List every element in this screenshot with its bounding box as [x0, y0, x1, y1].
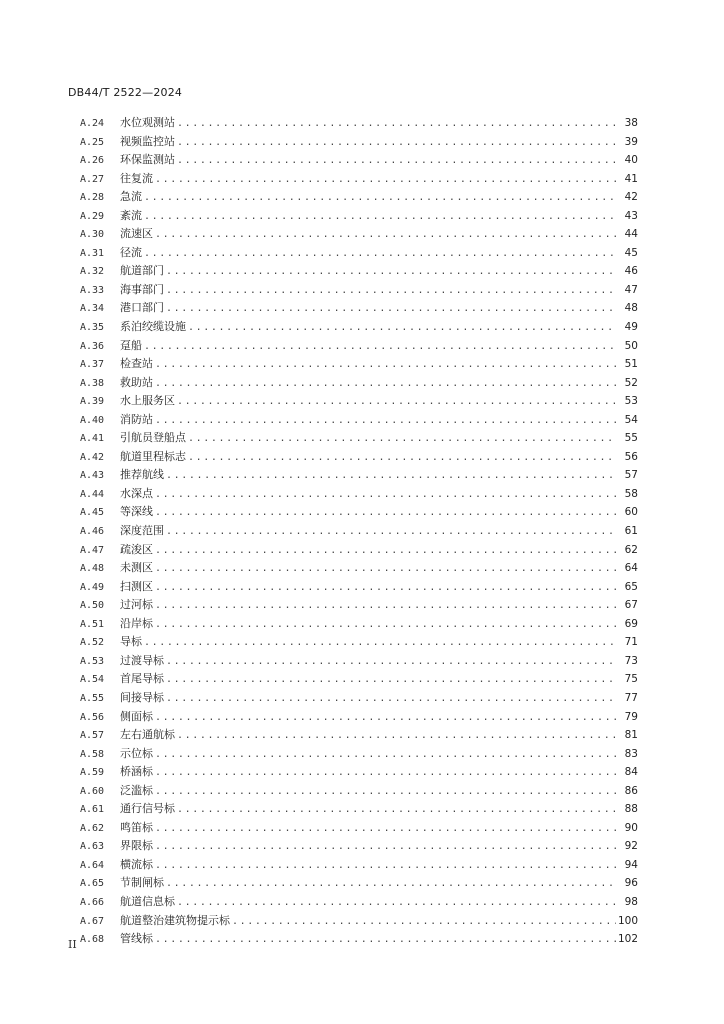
toc-entry[interactable] [80, 893, 638, 912]
toc-dot-leader [177, 134, 616, 153]
toc-entry-title: 横流标 [120, 857, 153, 871]
toc-dot-leader [155, 746, 616, 765]
toc-entry-number: A.40 [80, 414, 105, 426]
toc-entry-number: A.58 [80, 748, 105, 760]
toc-entry-number: A.26 [80, 155, 105, 167]
toc-entry-page: 48 [624, 302, 638, 315]
toc-dot-leader [155, 486, 616, 505]
toc-entry[interactable] [80, 800, 638, 819]
table-of-contents [80, 114, 638, 949]
toc-entry-number: A.42 [80, 451, 105, 463]
toc-entry-number: A.35 [80, 322, 105, 334]
toc-entry-number: A.55 [80, 692, 105, 704]
toc-entry[interactable] [80, 133, 638, 152]
toc-entry-number: A.25 [80, 136, 105, 148]
toc-entry[interactable] [80, 726, 638, 745]
toc-entry[interactable] [80, 281, 638, 300]
toc-entry-number: A.60 [80, 785, 105, 797]
toc-entry-title: 紊流 [120, 208, 142, 222]
toc-entry-page: 102 [617, 933, 638, 946]
toc-entry-title: 视频监控站 [120, 134, 175, 148]
toc-entry-page: 47 [624, 283, 638, 296]
toc-entry[interactable] [80, 559, 638, 578]
toc-entry-number: A.68 [80, 934, 105, 946]
toc-entry-title: 水位观测站 [120, 116, 175, 129]
toc-dot-leader [166, 282, 616, 301]
toc-entry-page: 81 [624, 729, 638, 742]
toc-dot-leader [155, 783, 616, 802]
toc-entry-number: A.53 [80, 655, 105, 667]
toc-entry-page: 100 [617, 914, 638, 927]
toc-entry-page: 53 [624, 395, 638, 408]
toc-entry-page: 39 [624, 135, 638, 148]
toc-entry-number: A.45 [80, 507, 105, 519]
toc-entry-page: 45 [624, 246, 638, 259]
toc-entry-title: 间接导标 [120, 690, 164, 704]
toc-dot-leader [177, 115, 616, 134]
toc-dot-leader [166, 300, 616, 319]
toc-entry-page: 51 [624, 358, 638, 371]
toc-entry-page: 73 [624, 654, 638, 667]
toc-entry-title: 港口部门 [120, 301, 164, 315]
toc-entry-page: 50 [624, 339, 638, 352]
toc-entry-title: 水上服务区 [120, 394, 175, 408]
toc-entry-number: A.28 [80, 192, 105, 204]
toc-entry-number: A.46 [80, 526, 105, 538]
toc-entry-number: A.29 [80, 210, 105, 222]
toc-dot-leader [166, 671, 616, 690]
toc-entry[interactable] [80, 819, 638, 838]
toc-dot-leader [144, 634, 616, 653]
toc-entry-title: 检查站 [120, 357, 153, 371]
toc-entry-number: A.47 [80, 544, 105, 556]
toc-entry-page: 40 [624, 154, 638, 167]
toc-entry-title: 海事部门 [120, 282, 164, 296]
toc-entry-title: 鸣笛标 [120, 820, 153, 834]
toc-entry-title: 引航员登船点 [120, 431, 186, 445]
toc-entry[interactable] [80, 225, 638, 244]
toc-dot-leader [144, 245, 616, 264]
toc-entry[interactable] [80, 355, 638, 374]
toc-entry-page: 42 [624, 191, 638, 204]
toc-entry-page: 92 [624, 840, 638, 853]
toc-dot-leader [155, 764, 616, 783]
toc-entry[interactable] [80, 170, 638, 189]
toc-dot-leader [177, 727, 616, 746]
toc-dot-leader [155, 412, 616, 431]
toc-entry[interactable] [80, 448, 638, 467]
toc-entry-title: 侧面标 [120, 709, 153, 723]
toc-entry[interactable] [80, 466, 638, 485]
toc-dot-leader [188, 430, 616, 449]
toc-dot-leader [155, 597, 616, 616]
toc-entry[interactable] [80, 874, 638, 893]
toc-entry-title: 节制闸标 [120, 876, 164, 890]
toc-dot-leader [166, 263, 616, 282]
toc-entry-number: A.59 [80, 767, 105, 779]
toc-entry-number: A.41 [80, 433, 105, 445]
toc-dot-leader [155, 931, 616, 950]
toc-entry[interactable] [80, 689, 638, 708]
toc-entry-number: A.66 [80, 896, 105, 908]
toc-dot-leader [188, 449, 616, 468]
toc-entry-number: A.57 [80, 730, 105, 742]
toc-entry-number: A.24 [80, 118, 105, 129]
toc-entry-page: 86 [624, 784, 638, 797]
toc-entry-title: 沿岸标 [120, 616, 153, 630]
toc-entry-number: A.63 [80, 841, 105, 853]
toc-entry-page: 44 [624, 228, 638, 241]
toc-entry[interactable] [80, 837, 638, 856]
toc-entry-number: A.67 [80, 915, 105, 927]
toc-dot-leader [166, 523, 616, 542]
toc-entry[interactable] [80, 188, 638, 207]
toc-entry[interactable] [80, 114, 638, 133]
toc-entry-page: 90 [624, 821, 638, 834]
toc-entry[interactable] [80, 615, 638, 634]
toc-entry-page: 88 [624, 803, 638, 816]
toc-dot-leader [144, 338, 616, 357]
toc-entry-page: 94 [624, 858, 638, 871]
toc-entry[interactable] [80, 745, 638, 764]
toc-entry-title: 航道整治建筑物提示标 [120, 913, 230, 927]
toc-entry[interactable] [80, 503, 638, 522]
toc-dot-leader [155, 579, 616, 598]
toc-entry[interactable] [80, 485, 638, 504]
toc-entry[interactable] [80, 541, 638, 560]
toc-entry-title: 径流 [120, 245, 142, 259]
toc-entry-title: 过渡导标 [120, 653, 164, 667]
toc-entry[interactable] [80, 522, 638, 541]
toc-entry-title: 管线标 [120, 932, 153, 946]
toc-entry-page: 84 [624, 766, 638, 779]
document-standard-code: DB44/T 2522—2024 [68, 86, 183, 99]
toc-entry-title: 航道部门 [120, 264, 164, 278]
toc-entry[interactable] [80, 411, 638, 430]
toc-entry[interactable] [80, 244, 638, 263]
toc-entry[interactable] [80, 207, 638, 226]
toc-entry-number: A.31 [80, 247, 105, 259]
toc-entry-page: 77 [624, 691, 638, 704]
toc-entry[interactable] [80, 708, 638, 727]
toc-entry-number: A.43 [80, 470, 105, 482]
toc-dot-leader [166, 467, 616, 486]
toc-dot-leader [144, 189, 616, 208]
toc-entry-title: 系泊绞缆设施 [120, 320, 186, 334]
toc-dot-leader [155, 560, 616, 579]
toc-entry-number: A.33 [80, 284, 105, 296]
toc-entry[interactable] [80, 856, 638, 875]
toc-entry-number: A.62 [80, 822, 105, 834]
toc-dot-leader [155, 820, 616, 839]
toc-entry-number: A.27 [80, 173, 105, 185]
toc-entry-title: 过河标 [120, 598, 153, 612]
toc-entry-number: A.51 [80, 618, 105, 630]
toc-dot-leader [155, 504, 616, 523]
toc-entry-page: 65 [624, 580, 638, 593]
toc-entry[interactable] [80, 374, 638, 393]
toc-entry[interactable] [80, 596, 638, 615]
toc-entry-title: 通行信号标 [120, 802, 175, 816]
toc-entry-number: A.56 [80, 711, 105, 723]
toc-entry-title: 桥涵标 [120, 765, 153, 779]
toc-entry[interactable] [80, 633, 638, 652]
toc-dot-leader [155, 171, 616, 190]
toc-dot-leader [166, 653, 616, 672]
toc-entry-page: 96 [624, 877, 638, 890]
toc-entry-title: 扫测区 [120, 579, 153, 593]
toc-entry-page: 58 [624, 487, 638, 500]
toc-entry[interactable] [80, 337, 638, 356]
toc-entry-title: 航道里程标志 [120, 449, 186, 463]
toc-entry-title: 左右通航标 [120, 728, 175, 742]
toc-dot-leader [155, 838, 616, 857]
toc-entry-title: 未测区 [120, 561, 153, 575]
page-number-roman: II [68, 938, 77, 951]
toc-entry-page: 67 [624, 599, 638, 612]
toc-dot-leader [155, 226, 616, 245]
toc-dot-leader [166, 875, 616, 894]
toc-entry-number: A.34 [80, 303, 105, 315]
toc-entry-page: 55 [624, 432, 638, 445]
toc-entry-page: 43 [624, 209, 638, 222]
toc-dot-leader [177, 393, 616, 412]
toc-entry-title: 首尾导标 [120, 672, 164, 686]
toc-entry-number: A.52 [80, 637, 105, 649]
toc-entry-page: 79 [624, 710, 638, 723]
toc-entry-number: A.37 [80, 359, 105, 371]
toc-dot-leader [155, 709, 616, 728]
toc-dot-leader [177, 801, 616, 820]
toc-entry-number: A.36 [80, 340, 105, 352]
toc-entry-number: A.49 [80, 581, 105, 593]
toc-entry-number: A.48 [80, 563, 105, 575]
toc-entry-title: 急流 [120, 190, 142, 204]
toc-entry-title: 等深线 [120, 505, 153, 519]
toc-entry[interactable] [80, 652, 638, 671]
toc-entry-number: A.39 [80, 396, 105, 408]
toc-entry-page: 69 [624, 617, 638, 630]
toc-dot-leader [177, 894, 616, 913]
toc-entry[interactable] [80, 782, 638, 801]
toc-entry[interactable] [80, 670, 638, 689]
toc-entry-title: 泛滥标 [120, 783, 153, 797]
toc-dot-leader [188, 319, 616, 338]
toc-entry-page: 54 [624, 413, 638, 426]
toc-dot-leader [155, 542, 616, 561]
toc-entry-number: A.65 [80, 878, 105, 890]
toc-entry[interactable] [80, 262, 638, 281]
toc-entry-page: 75 [624, 673, 638, 686]
toc-entry-page: 41 [624, 172, 638, 185]
toc-entry-page: 62 [624, 543, 638, 556]
toc-entry-page: 83 [624, 747, 638, 760]
toc-entry-page: 46 [624, 265, 638, 278]
toc-entry[interactable] [80, 912, 638, 931]
toc-entry-number: A.64 [80, 859, 105, 871]
toc-dot-leader [155, 375, 616, 394]
toc-entry[interactable] [80, 392, 638, 411]
toc-entry-title: 消防站 [120, 412, 153, 426]
toc-entry-page: 56 [624, 450, 638, 463]
toc-entry-title: 水深点 [120, 486, 153, 500]
toc-entry-title: 航道信息标 [120, 894, 175, 908]
toc-dot-leader [166, 690, 616, 709]
toc-dot-leader [232, 913, 616, 932]
toc-entry-number: A.44 [80, 488, 105, 500]
toc-dot-leader [155, 857, 616, 876]
toc-entry-page: 49 [624, 321, 638, 334]
toc-entry[interactable] [80, 763, 638, 782]
toc-entry-page: 64 [624, 562, 638, 575]
toc-entry-title: 流速区 [120, 227, 153, 241]
toc-dot-leader [155, 356, 616, 375]
toc-dot-leader [155, 616, 616, 635]
toc-entry-page: 71 [624, 636, 638, 649]
toc-entry-number: A.54 [80, 674, 105, 686]
toc-entry-title: 推荐航线 [120, 468, 164, 482]
toc-entry[interactable] [80, 578, 638, 597]
toc-entry-title: 界限标 [120, 839, 153, 853]
toc-entry-title: 示位标 [120, 746, 153, 760]
toc-entry-page: 38 [624, 117, 638, 129]
toc-entry[interactable] [80, 930, 638, 949]
toc-entry-number: A.38 [80, 377, 105, 389]
toc-entry-page: 98 [624, 895, 638, 908]
toc-entry-title: 环保监测站 [120, 153, 175, 167]
toc-entry[interactable] [80, 318, 638, 337]
toc-entry-title: 往复流 [120, 171, 153, 185]
toc-entry-title: 趸船 [120, 338, 142, 352]
toc-entry-number: A.61 [80, 804, 105, 816]
toc-entry-title: 导标 [120, 635, 142, 649]
toc-entry-number: A.30 [80, 229, 105, 241]
toc-entry-number: A.32 [80, 266, 105, 278]
toc-entry[interactable] [80, 429, 638, 448]
toc-entry-page: 60 [624, 506, 638, 519]
toc-dot-leader [177, 152, 616, 171]
toc-entry-title: 疏浚区 [120, 542, 153, 556]
toc-entry-page: 52 [624, 376, 638, 389]
toc-entry[interactable] [80, 151, 638, 170]
toc-entry-title: 深度范围 [120, 524, 164, 538]
toc-entry-number: A.50 [80, 600, 105, 612]
toc-entry-page: 57 [624, 469, 638, 482]
toc-entry-title: 救助站 [120, 375, 153, 389]
toc-dot-leader [144, 208, 616, 227]
toc-entry[interactable] [80, 299, 638, 318]
toc-entry-page: 61 [624, 525, 638, 538]
